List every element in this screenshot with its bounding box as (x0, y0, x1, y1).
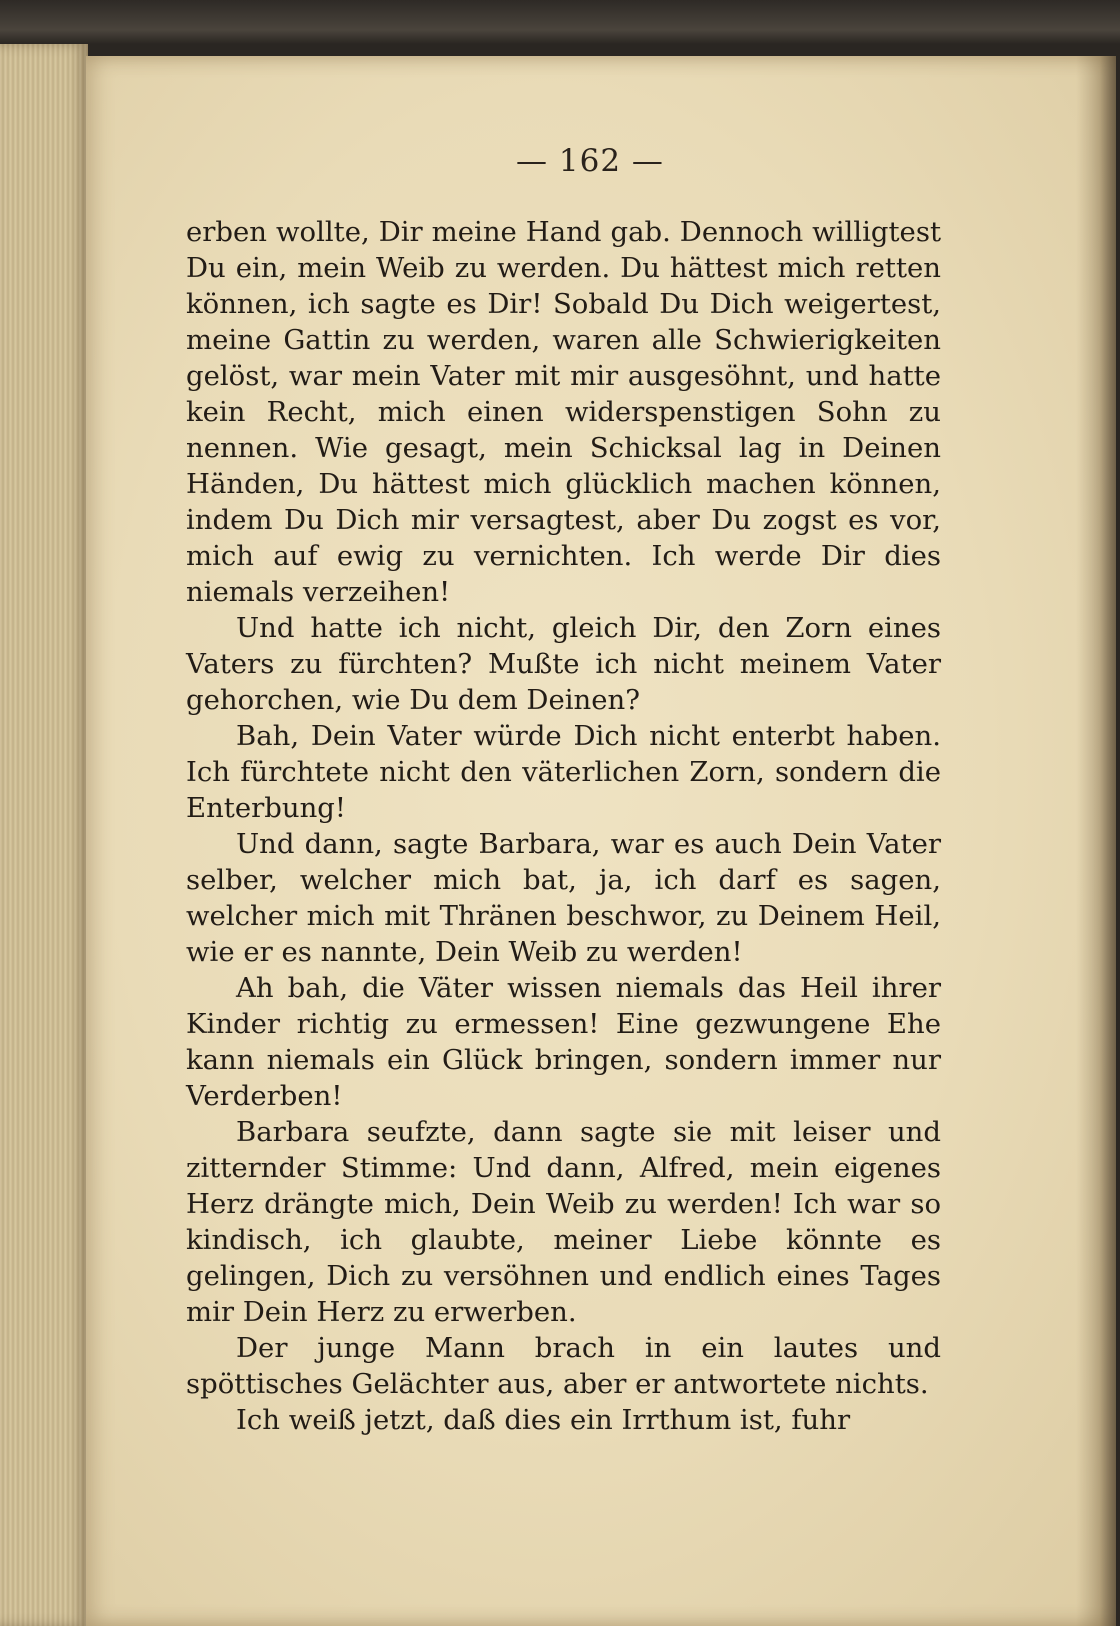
paragraph: Barbara seufzte, dann sagte sie mit leiser und zitternder Stimme: Und dann, Alfred, mein eigenes Herz drängte mich, Dein Weib zu werden! Ich war so kindisch, ich glaubte, meiner Liebe könnte es gelingen, Dich zu versöhnen und endlich eines Tages mir Dein Herz zu erwerben. (186, 1116, 941, 1328)
paragraph: Ich weiß jetzt, daß dies ein Irrthum ist, fuhr (236, 1404, 851, 1436)
paragraph: Und dann, sagte Barbara, war es auch Dein Vater selber, welcher mich bat, ja, ich darf es sagen, welcher mich mit Thränen beschwor, zu Deinem Heil, wie er es nannte, Dein Weib zu werden! (186, 828, 941, 968)
paragraph: Und hatte ich nicht, gleich Dir, den Zorn eines Vaters zu fürchten? Mußte ich nicht meinem Vater gehorchen, wie Du dem Deinen? (186, 612, 941, 716)
page-gutter (1076, 56, 1116, 1626)
paragraph: Ah bah, die Väter wissen niemals das Heil ihrer Kinder richtig zu ermessen! Eine gezwungene Ehe kann niemals ein Glück bringen, sondern immer nur Verderben! (186, 972, 941, 1112)
paragraph: Der junge Mann brach in ein lautes und spöttisches Gelächter aus, aber er antwortete nichts. (186, 1332, 941, 1400)
page-edges (0, 44, 88, 1626)
body-text (186, 214, 941, 1438)
paragraph: Bah, Dein Vater würde Dich nicht enterbt haben. Ich fürchtete nicht den väterlichen Zorn, sondern die Enterbung! (186, 720, 941, 824)
paragraph-continued: erben wollte, Dir meine Hand gab. Dennoch willigtest Du ein, mein Weib zu werden. Du hättest mich retten können, ich sagte es Dir! Sobald Du Dich weigertest, meine Gattin zu werden, waren alle Schwierigkeiten gelöst, war mein Vater mit mir ausgesöhnt, und hatte kein Recht, mich einen widerspenstigen Sohn zu nennen. Wie gesagt, mein Schicksal lag in Deinen Händen, Du hättest mich glücklich machen können, indem Du Dich mir versagtest, aber Du zogst es vor, mich auf ewig zu vernichten. Ich werde Dir dies niemals verzeihen! (186, 216, 941, 608)
page-number: — 162 — (516, 143, 664, 179)
